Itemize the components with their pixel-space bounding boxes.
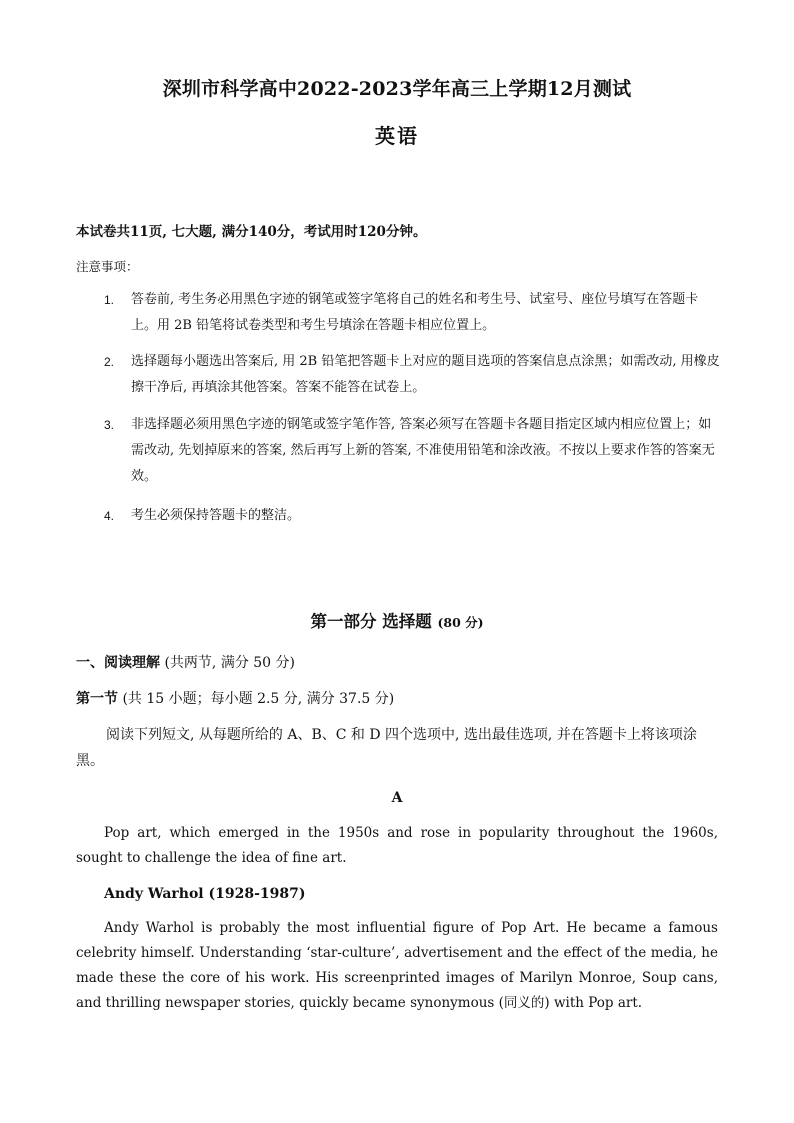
note-text: 答卷前, 考生务必用黑色字迹的钢笔或签字笔将自己的姓名和考生号、试室号、座位号填写在答题卡上。用 2B 铅笔将试卷类型和考生号填涂在答题卡相应位置上。 (131, 292, 699, 333)
instruction-text: 阅读下列短文, 从每题所给的 A、B、C 和 D 四个选项中, 选出最佳选项, 并在答题卡上将该项涂黑。 (76, 727, 697, 769)
note-item (76, 349, 721, 401)
subsection-title: 第一节 (76, 691, 118, 707)
note-text: 选择题每小题选出答案后, 用 2B 铅笔把答题卡上对应的题目选项的答案信息点涂黑；如需改动, 用橡皮擦干净后, 再填涂其他答案。答案不能答在试卷上。 (131, 354, 720, 395)
bio-paragraph: Andy Warhol is probably the most influential figure of Pop Art. He became a famous celebrity himself. Understanding ‘star-culture’, advertisement and the effect of the media, he made these the core of his work. His screenprinted images of Marilyn Monroe, Soup cans, and thrilling newspaper stories, quickly became synonymous (同义的) with Pop art. (76, 920, 718, 1011)
section-detail: (共两节, 满分 50 分) (164, 655, 295, 671)
passage-label: A (391, 790, 403, 806)
note-number: 1. (104, 293, 115, 307)
part-score: (80 分) (437, 615, 484, 630)
part-title: 第一部分 选择题 (310, 612, 432, 631)
part-heading (0, 608, 794, 632)
section-heading (76, 652, 295, 672)
subsection-detail: (共 15 小题；每小题 2.5 分, 满分 37.5 分) (122, 691, 395, 707)
note-item (76, 503, 721, 529)
note-text: 考生必须保持答题卡的整洁。 (131, 508, 301, 523)
note-text: 非选择题必须用黑色字迹的钢笔或签字笔作答, 答案必须写在答题卡各题目指定区域内相应位置上；如需改动, 先划掉原来的答案, 然后再写上新的答案, 不准使用铅笔和涂改液。不按以上要求作答的答案无效。 (131, 417, 715, 484)
note-number: 4. (104, 509, 115, 523)
bio-heading: Andy Warhol (1928-1987) (104, 886, 306, 902)
subject-title: 英语 (375, 124, 419, 148)
subsection-heading (76, 688, 394, 708)
note-item (76, 287, 721, 339)
exam-title: 深圳市科学高中2022-2023学年高三上学期12月测试 (162, 78, 632, 100)
passage-intro: Pop art, which emerged in the 1950s and rose in popularity throughout the 1960s, sought to challenge the idea of fine art. (76, 825, 718, 866)
notes-heading: 注意事项： (76, 259, 139, 274)
section-title: 一、阅读理解 (76, 655, 160, 671)
note-number: 3. (104, 418, 115, 432)
note-number: 2. (104, 355, 115, 369)
exam-info: 本试卷共11页, 七大题, 满分140分，考试用时120分钟。 (76, 224, 427, 240)
note-item (76, 412, 721, 490)
